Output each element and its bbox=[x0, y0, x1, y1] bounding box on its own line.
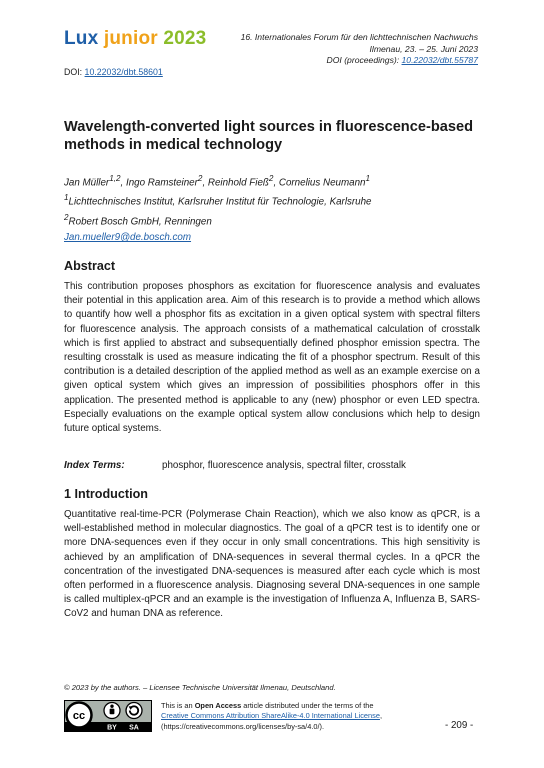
affiliation-1 bbox=[64, 193, 372, 207]
author-name: Reinhold Fieß bbox=[207, 177, 269, 189]
affiliation-text: Lichttechnisches Institut, Karlsruher Institut für Technologie, Karlsruhe bbox=[68, 196, 372, 208]
proceedings-doi-line bbox=[178, 55, 478, 67]
page-number: - 209 - bbox=[445, 720, 474, 731]
author-affiliation-marker: 1,2 bbox=[109, 174, 121, 183]
affiliation-text: Robert Bosch GmbH, Renningen bbox=[68, 216, 212, 228]
license-link[interactable]: Creative Commons Attribution ShareAlike-4.0 International License bbox=[161, 711, 380, 721]
author-affiliation-marker: 2 bbox=[268, 174, 274, 183]
license-prefix: This is an bbox=[161, 701, 195, 710]
index-terms-value: phosphor, fluorescence analysis, spectral filter, crosstalk bbox=[162, 460, 406, 471]
abstract-text: This contribution proposes phosphors as excitation for fluorescence analysis and evaluates their potential in this application area. Aim of this research is to provide a method which allows to quantify how well a phosphor fits as excitation in a given optical system with spectral filters for fluorescence analysis. The approach consists of a mathematical calculation of crosstalk which is first applied to abstract and subsequentially defined phosphor emission spectra. The resulting crosstalk is used as measure indicating the fit of a phosphor spectrum. Result of this contribution is a detailed description of the applied method as well as an example exercise on a given optical system which gives an impression of possibilities phosphors offer in this application. The presented method is applicable to any (new) phosphor or even LED spectra. Especially evaluations on the example optical system allow conclusions which help to design future optical systems. bbox=[64, 281, 480, 435]
license-mid: article distributed under the terms of the bbox=[241, 701, 374, 710]
license-open-access: Open Access bbox=[194, 701, 242, 710]
affiliation-marker: 1 bbox=[64, 193, 69, 202]
sa-label: SA bbox=[129, 724, 139, 732]
logo-lux: Lux bbox=[64, 28, 99, 49]
cc-by-sa-badge bbox=[64, 700, 152, 732]
abstract-heading: Abstract bbox=[64, 259, 116, 273]
share-alike-icon bbox=[126, 703, 142, 719]
doi-label: DOI: bbox=[64, 67, 83, 77]
introduction-text: Quantitative real-time-PCR (Polymerase Chain Reaction), which we also know as qPCR, is a well-established method in molecular diagnostics. The goal of a qPCR test is to identify one or more DNA-sequences even if they occur in only small concentrations. This high sensitivity is achieved by an amplification of DNA-sequences in several thermal cycles. In a qPCR the concentration of the investigated DNA-sequences is measured after each cycle which is most often performed in a fluorescence analysis. Diagnosing several DNA-sequences in one sample is called multiplex-qPCR and an example is the investigation of Influenza A, Influenza B, SARS-CoV2 and human DNA as reference. bbox=[64, 509, 480, 620]
index-terms-label: Index Terms: bbox=[64, 460, 125, 471]
affiliation-2 bbox=[64, 213, 212, 227]
copyright-notice: © 2023 by the authors. – Licensee Technische Universität Ilmenau, Deutschland. bbox=[64, 683, 336, 692]
paper-title: Wavelength-converted light sources in fluorescence-based methods in medical technology bbox=[64, 119, 473, 153]
license-notice: This is an Open Access article distributed under the terms of the Creative Commons Attribution ShareAlike-4.0 International License, (https://creativecommons.org/licenses/by-sa/4.0/). bbox=[161, 701, 383, 731]
cc-icon bbox=[67, 703, 92, 728]
doi-link[interactable]: 10.22032/dbt.58601 bbox=[84, 67, 163, 77]
index-terms bbox=[64, 460, 406, 471]
logo-junior: junior bbox=[103, 28, 158, 49]
author-affiliation-marker: 1 bbox=[365, 174, 371, 183]
introduction-heading: 1 Introduction bbox=[64, 487, 148, 501]
author-name: Ingo Ramsteiner bbox=[126, 177, 198, 189]
affiliation-marker: 2 bbox=[64, 213, 69, 222]
author-name: Cornelius Neumann bbox=[278, 177, 366, 189]
conference-line-2: Ilmenau, 23. – 25. Juni 2023 bbox=[369, 43, 478, 54]
conference-info bbox=[178, 32, 478, 67]
corresponding-email-link[interactable]: Jan.mueller9@de.bosch.com bbox=[64, 232, 192, 243]
by-label: BY bbox=[107, 724, 117, 732]
author-name: Jan Müller bbox=[64, 177, 110, 189]
author-affiliation-marker: 2 bbox=[197, 174, 203, 183]
proceedings-doi-link[interactable]: 10.22032/dbt.55787 bbox=[401, 55, 478, 65]
attribution-icon bbox=[104, 703, 120, 719]
author-list: Jan Müller$^{1,2}$, Ingo Ramsteiner$^2$, Reinhold Fieß$^2$, Cornelius Neumann$^1$ bbox=[64, 174, 371, 189]
proceedings-doi-label: DOI (proceedings): bbox=[326, 55, 400, 65]
conference-line-1: 16. Internationales Forum für den lichttechnischen Nachwuchs bbox=[240, 32, 478, 42]
license-url: (https://creativecommons.org/licenses/by-sa/4.0/). bbox=[161, 721, 325, 731]
logo-year: 2023 bbox=[163, 28, 207, 49]
article-doi bbox=[64, 67, 163, 77]
cc-text: cc bbox=[72, 710, 86, 722]
